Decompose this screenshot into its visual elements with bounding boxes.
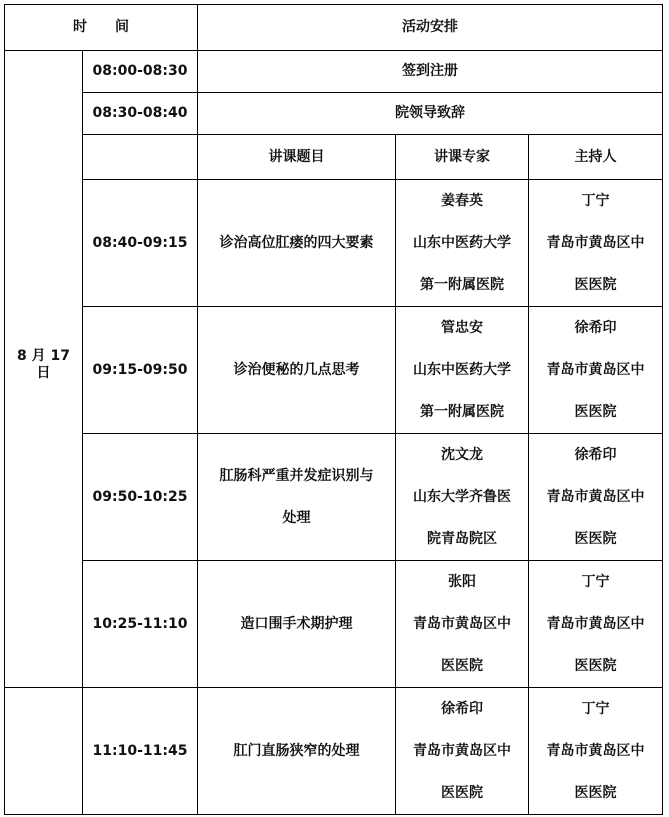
host-affiliation: 医医院 bbox=[574, 531, 617, 547]
host-affiliation: 青岛市黄岛区中 bbox=[546, 362, 645, 378]
expert-affiliation: 山东大学齐鲁医 bbox=[413, 489, 511, 505]
host-affiliation: 青岛市黄岛区中 bbox=[546, 235, 645, 251]
expert-affiliation: 医医院 bbox=[441, 785, 483, 801]
topic-line: 肛肠科严重并发症识别与 bbox=[219, 468, 374, 484]
host-name: 徐希印 bbox=[574, 447, 617, 463]
time-cell: 08:40-09:15 bbox=[83, 180, 198, 307]
time-header: 时 间 bbox=[5, 5, 198, 51]
expert-affiliation: 青岛市黄岛区中 bbox=[413, 743, 511, 759]
host-name: 徐希印 bbox=[574, 320, 617, 336]
blank-cell bbox=[83, 135, 198, 180]
blank-date-cell bbox=[5, 688, 83, 815]
activity-header: 活动安排 bbox=[198, 5, 663, 51]
host-header: 主持人 bbox=[529, 135, 663, 180]
topic-cell bbox=[198, 561, 396, 688]
topic-cell bbox=[198, 307, 396, 434]
expert-affiliation: 第一附属医院 bbox=[420, 404, 504, 420]
time-cell: 09:50-10:25 bbox=[83, 434, 198, 561]
host-name: 丁宁 bbox=[581, 193, 610, 209]
host-affiliation: 医医院 bbox=[574, 404, 617, 420]
expert-cell bbox=[396, 307, 529, 434]
host-affiliation: 医医院 bbox=[574, 277, 617, 293]
time-cell: 09:15-09:50 bbox=[83, 307, 198, 434]
expert-cell bbox=[396, 688, 529, 815]
expert-name: 姜春英 bbox=[441, 193, 483, 209]
host-affiliation: 医医院 bbox=[574, 785, 617, 801]
topic-line: 诊治便秘的几点思考 bbox=[233, 362, 360, 378]
table-row bbox=[5, 51, 663, 93]
table-row bbox=[5, 688, 663, 815]
host-cell bbox=[529, 688, 663, 815]
host-affiliation: 青岛市黄岛区中 bbox=[546, 489, 645, 505]
host-cell bbox=[529, 434, 663, 561]
expert-affiliation: 医医院 bbox=[441, 658, 483, 674]
time-cell: 08:30-08:40 bbox=[83, 93, 198, 135]
topic-line: 造口围手术期护理 bbox=[240, 616, 353, 632]
host-cell bbox=[529, 180, 663, 307]
table-row bbox=[5, 307, 663, 434]
time-cell: 08:00-08:30 bbox=[83, 51, 198, 93]
host-name: 丁宁 bbox=[581, 574, 610, 590]
table-row bbox=[5, 434, 663, 561]
date-cell bbox=[5, 51, 83, 688]
topic-cell bbox=[198, 688, 396, 815]
expert-affiliation: 第一附属医院 bbox=[420, 277, 504, 293]
host-affiliation: 青岛市黄岛区中 bbox=[546, 616, 645, 632]
expert-name: 张阳 bbox=[448, 574, 476, 590]
host-cell bbox=[529, 307, 663, 434]
expert-affiliation: 青岛市黄岛区中 bbox=[413, 616, 511, 632]
topic-line: 肛门直肠狭窄的处理 bbox=[233, 743, 360, 759]
topic-line: 处理 bbox=[282, 510, 311, 526]
time-cell: 10:25-11:10 bbox=[83, 561, 198, 688]
expert-name: 沈文龙 bbox=[441, 447, 483, 463]
host-affiliation: 青岛市黄岛区中 bbox=[546, 743, 645, 759]
expert-affiliation: 山东中医药大学 bbox=[413, 362, 511, 378]
table-row bbox=[5, 180, 663, 307]
topic-header: 讲课题目 bbox=[198, 135, 396, 180]
expert-name: 管忠安 bbox=[441, 320, 483, 336]
activity-cell: 院领导致辞 bbox=[198, 93, 663, 135]
schedule-table bbox=[4, 4, 663, 815]
activity-cell: 签到注册 bbox=[198, 51, 663, 93]
topic-line: 诊治高位肛瘘的四大要素 bbox=[219, 235, 374, 251]
header-row bbox=[5, 5, 663, 51]
topic-cell bbox=[198, 180, 396, 307]
time-cell: 11:10-11:45 bbox=[83, 688, 198, 815]
host-affiliation: 医医院 bbox=[574, 658, 617, 674]
expert-affiliation: 山东中医药大学 bbox=[413, 235, 511, 251]
expert-cell bbox=[396, 561, 529, 688]
subheader-row bbox=[5, 135, 663, 180]
table-row bbox=[5, 93, 663, 135]
host-name: 丁宁 bbox=[581, 701, 610, 717]
expert-name: 徐希印 bbox=[441, 701, 483, 717]
table-row bbox=[5, 561, 663, 688]
expert-cell bbox=[396, 180, 529, 307]
topic-cell bbox=[198, 434, 396, 561]
expert-cell bbox=[396, 434, 529, 561]
date-label-line1: 8 月 17 bbox=[17, 348, 70, 365]
expert-header: 讲课专家 bbox=[396, 135, 529, 180]
expert-affiliation: 院青岛院区 bbox=[427, 531, 497, 547]
date-label-line2: 日 bbox=[36, 365, 51, 381]
host-cell bbox=[529, 561, 663, 688]
